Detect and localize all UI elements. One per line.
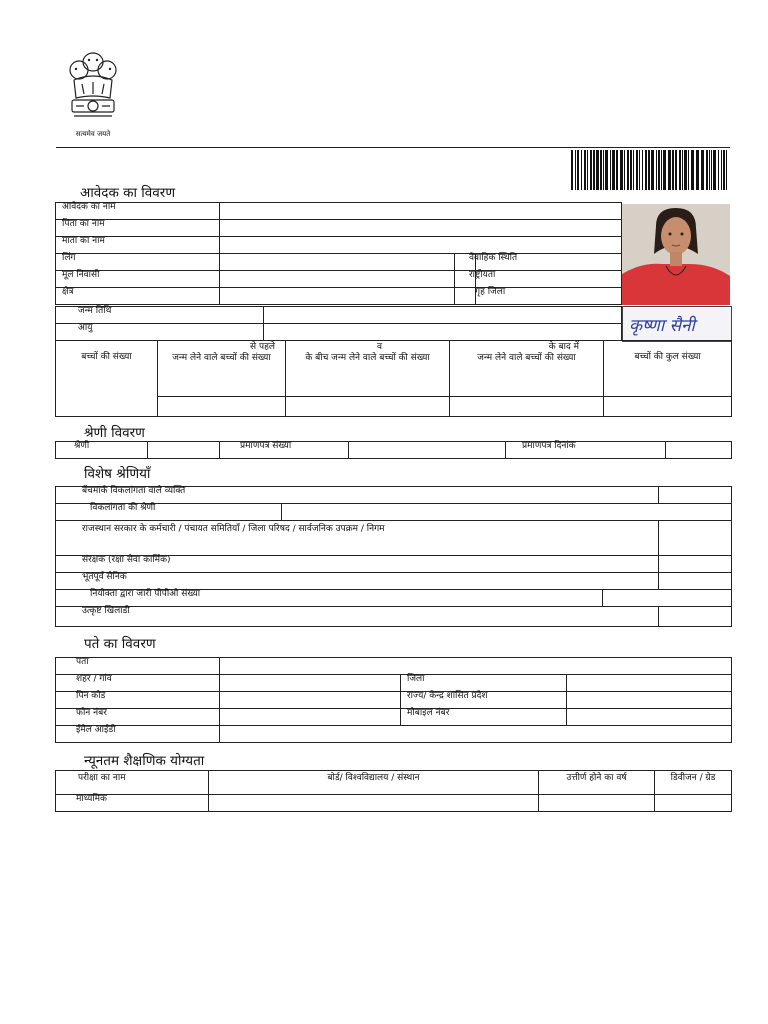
barcode-bar <box>663 150 666 190</box>
label-children-count: बच्चों की संख्या <box>56 341 158 417</box>
value-sportsperson <box>659 607 732 627</box>
value-disability-category <box>282 504 732 521</box>
label-district: जिला <box>401 675 567 692</box>
barcode-bar <box>688 150 689 190</box>
barcode-bar <box>612 150 615 190</box>
special-table <box>55 486 732 627</box>
row-secondary-year <box>539 795 655 812</box>
section-title-education: न्यूनतम शैक्षणिक योग्यता <box>84 753 205 769</box>
label-cert-no: प्रमाणपत्र संख्या <box>220 442 349 459</box>
label-state: राज्य/ केन्द्र शासित प्रदेश <box>401 692 567 709</box>
barcode-bar <box>721 150 722 190</box>
barcode-bar <box>603 150 604 190</box>
value-children-after <box>450 397 604 417</box>
barcode-bar <box>684 150 687 190</box>
label-sportsperson: उत्कृष्ट खिलाडी <box>56 607 659 627</box>
label-domicile: मूल निवासी <box>56 271 220 288</box>
barcode-bar <box>639 150 640 190</box>
label-home-district: गृह जिला <box>455 288 476 305</box>
barcode <box>571 150 731 190</box>
value-govt-employee <box>659 521 732 556</box>
header-divider <box>56 147 730 148</box>
signature-text: कृष्णा सैनी <box>629 316 695 336</box>
barcode-bar <box>682 150 683 190</box>
label-ex-serviceman: भूतपूर्व सैनिक <box>56 573 659 590</box>
value-city <box>220 675 401 692</box>
value-mother-name <box>220 237 622 254</box>
label-category: श्रेणी <box>56 442 148 459</box>
label-mobile: मोबाइल नंबर <box>401 709 567 726</box>
value-nationality <box>476 271 622 288</box>
value-father-name <box>220 220 622 237</box>
applicant-signature <box>622 306 732 342</box>
address-table <box>55 657 732 743</box>
row-secondary-exam: माध्यमिक <box>56 795 209 812</box>
barcode-bar <box>593 150 595 190</box>
barcode-bar <box>624 150 625 190</box>
section-title-special: विशेष श्रेणियाँ <box>84 466 151 482</box>
value-gender <box>220 254 455 271</box>
value-applicant-name <box>220 203 622 220</box>
value-domicile <box>220 271 455 288</box>
label-children-total: बच्चों की कुल संख्या <box>604 341 732 397</box>
label-cert-date: प्रमाणपत्र दिनांक <box>506 442 666 459</box>
applicant-photo <box>622 204 730 305</box>
label-age: आयु <box>56 324 264 341</box>
header-division: डिवीजन / ग्रेड <box>655 771 732 795</box>
header-year: उत्तीर्ण होने का वर्ष <box>539 771 655 795</box>
label-govt-employee: राजस्थान सरकार के कर्मचारी / पंचायत समितियाँ / जिला परिषद / सार्वजनिक उपक्रम / निगम <box>56 521 659 556</box>
barcode-bar <box>600 150 602 190</box>
barcode-bar <box>575 150 576 190</box>
barcode-bar <box>584 150 586 190</box>
barcode-bar <box>645 150 647 190</box>
education-table <box>55 770 732 812</box>
ashoka-emblem-icon <box>64 50 122 130</box>
value-mobile <box>567 709 732 726</box>
section-title-applicant: आवेदक का विवरण <box>80 185 176 201</box>
value-phone <box>220 709 401 726</box>
value-cert-date <box>666 442 732 459</box>
value-cert-no <box>349 442 506 459</box>
header-exam: परीक्षा का नाम <box>56 771 209 795</box>
header-board: बोर्ड/ विश्वविद्यालय / संस्थान <box>209 771 539 795</box>
label-email: ईमेल आईडी <box>56 726 220 743</box>
section-title-address: पते का विवरण <box>84 636 156 652</box>
dob-table <box>55 306 622 341</box>
barcode-bar <box>577 150 579 190</box>
barcode-bar <box>668 150 671 190</box>
barcode-bar <box>696 150 699 190</box>
barcode-bar <box>590 150 592 190</box>
label-guardian: संरक्षक (रक्षा सेवा कार्मिक) <box>56 556 659 573</box>
barcode-bar <box>709 150 710 190</box>
label-dob: जन्म तिथि <box>56 307 264 324</box>
category-table <box>55 441 732 459</box>
barcode-bar <box>616 150 618 190</box>
value-pin <box>220 692 401 709</box>
label-region: क्षेत्र <box>56 288 220 305</box>
barcode-bar <box>630 150 632 190</box>
section-title-category: श्रेणी विवरण <box>84 425 145 441</box>
value-children-total <box>604 397 732 417</box>
barcode-bar <box>571 150 573 190</box>
barcode-bar <box>711 150 712 190</box>
barcode-bar <box>718 150 719 190</box>
barcode-bar <box>627 150 629 190</box>
value-ex-serviceman <box>659 573 732 590</box>
label-pin: पिन कोड <box>56 692 220 709</box>
barcode-bar <box>620 150 623 190</box>
value-guardian <box>659 556 732 573</box>
label-disability-category: विकलांगता की श्रेणी <box>56 504 282 521</box>
barcode-bar <box>648 150 650 190</box>
barcode-bar <box>658 150 660 190</box>
barcode-bar <box>596 150 599 190</box>
children-table <box>55 340 732 417</box>
children-between-top: व <box>376 342 382 352</box>
value-address <box>220 658 732 675</box>
children-before-top: से पहले <box>250 342 275 352</box>
barcode-icon <box>571 150 731 190</box>
barcode-bar <box>656 150 657 190</box>
label-phone: फोन नंबर <box>56 709 220 726</box>
label-applicant-name: आवेदक का नाम <box>56 203 220 220</box>
barcode-bar <box>581 150 582 190</box>
label-gender: लिंग <box>56 254 220 271</box>
value-region <box>220 288 455 305</box>
value-dob <box>264 307 622 324</box>
barcode-bar <box>642 150 643 190</box>
label-ppo-number: नियोक्ता द्वारा जारी पीपीओ संख्या <box>56 590 603 607</box>
label-nationality: राष्ट्रीयता <box>455 271 476 288</box>
barcode-bar <box>610 150 611 190</box>
emblem-motto: सत्यमेव जयते <box>75 130 111 138</box>
label-benchmark-disability: बेंचमार्क विकलांगता वाले व्यक्ति <box>56 487 659 504</box>
value-children-before <box>158 397 286 417</box>
state-emblem <box>64 50 122 130</box>
barcode-bar <box>675 150 677 190</box>
barcode-bar <box>679 150 681 190</box>
barcode-bar <box>713 150 716 190</box>
barcode-bar <box>691 150 694 190</box>
row-secondary-division <box>655 795 732 812</box>
row-secondary-board <box>209 795 539 812</box>
barcode-bar <box>726 150 727 190</box>
barcode-bar <box>723 150 725 190</box>
label-city: शहर / गांव <box>56 675 220 692</box>
label-children-before <box>158 341 286 397</box>
label-mother-name: माता का नाम <box>56 237 220 254</box>
children-before-bottom: जन्म लेने वाले बच्चों की संख्या <box>172 353 271 363</box>
children-after-bottom: जन्म लेने वाले बच्चों की संख्या <box>477 353 576 363</box>
value-category <box>148 442 220 459</box>
barcode-bar <box>587 150 588 190</box>
value-age <box>264 324 622 341</box>
label-children-between <box>286 341 450 397</box>
value-ppo-number <box>603 590 732 607</box>
value-benchmark-disability <box>659 487 732 504</box>
barcode-bar <box>706 150 708 190</box>
applicant-photo-image <box>622 204 730 305</box>
barcode-bar <box>636 150 638 190</box>
barcode-bar <box>651 150 654 190</box>
barcode-bar <box>701 150 704 190</box>
barcode-bar <box>672 150 674 190</box>
value-district <box>567 675 732 692</box>
barcode-bar <box>605 150 608 190</box>
children-between-bottom: के बीच जन्म लेने वाले बच्चों की संख्या <box>305 353 430 363</box>
applicant-table <box>55 202 622 305</box>
value-children-between <box>286 397 450 417</box>
barcode-bar <box>633 150 634 190</box>
barcode-bar <box>661 150 662 190</box>
value-state <box>567 692 732 709</box>
label-marital-status: वैवाहिक स्थिति <box>455 254 476 271</box>
children-after-top: के बाद में <box>548 342 579 352</box>
label-address: पता <box>56 658 220 675</box>
label-children-after <box>450 341 604 397</box>
label-father-name: पिता का नाम <box>56 220 220 237</box>
value-email <box>220 726 732 743</box>
